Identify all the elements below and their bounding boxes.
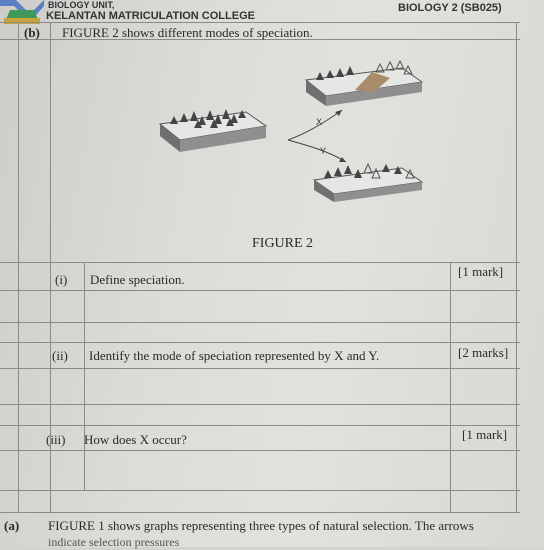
table-rule [0,342,520,343]
question-number: (ii) [52,348,68,363]
speciation-figure [150,52,430,202]
table-rule [0,490,520,491]
question-marks: [2 marks] [458,345,509,360]
table-rule [516,22,517,512]
arrow-label-x: X [316,117,323,127]
question-marks: [1 mark] [462,427,508,442]
table-rule [18,22,19,512]
section-a-text-continued: indicate selection pressures [48,535,180,549]
table-rule [0,404,520,405]
table-rule [0,22,520,23]
table-rule [0,290,520,291]
table-rule [0,512,520,513]
question-number: (iii) [46,432,66,447]
question-marks: [1 mark] [458,264,504,279]
header-course: BIOLOGY 2 (SB025) [398,2,502,14]
question-text: How does X occur? [84,432,187,447]
arrow-label-y: Y [320,146,327,156]
question-number: (i) [55,272,68,287]
table-rule [0,450,520,451]
table-rule [0,322,520,323]
section-a-text: FIGURE 1 shows graphs representing three types of natural selection. The arrows [48,518,474,533]
table-rule [450,262,451,512]
table-rule [0,425,520,426]
header-college: KELANTAN MATRICULATION COLLEGE [46,10,255,22]
table-rule [0,368,520,369]
figure-caption: FIGURE 2 [252,236,314,251]
header-unit: BIOLOGY UNIT, [48,0,115,10]
question-text: Define speciation. [90,272,185,287]
table-rule [84,262,85,490]
section-a-label: (a) [4,518,20,533]
table-rule [0,262,520,263]
section-b-intro: FIGURE 2 shows different modes of speciation. [62,25,313,40]
question-text: Identify the mode of speciation represented by X and Y. [89,348,380,363]
section-b-label: (b) [24,25,40,40]
